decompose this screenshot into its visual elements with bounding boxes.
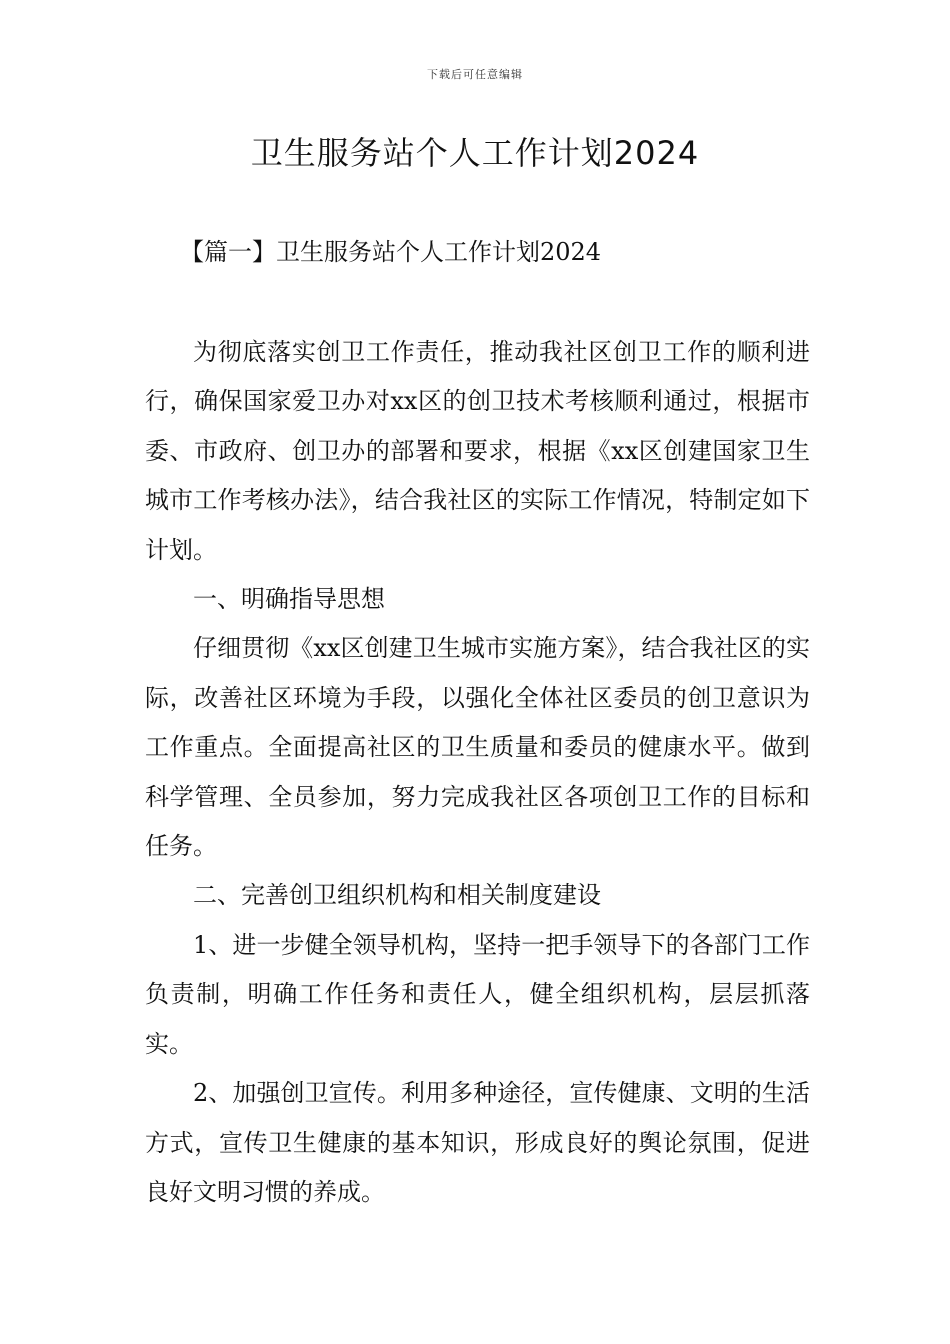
- paragraph-item-2: 2、加强创卫宣传。利用多种途径，宣传健康、文明的生活方式，宣传卫生健康的基本知识，形成良好的舆论氛围，促进良好文明习惯的养成。: [145, 1079, 810, 1206]
- heading-guiding-thought: 一、明确指导思想: [193, 585, 385, 614]
- document-body: [145, 328, 810, 1217]
- header-note: 下载后可任意编辑: [427, 68, 523, 81]
- document-title: 卫生服务站个人工作计划2024: [250, 134, 700, 172]
- section-heading: 【篇一】卫生服务站个人工作计划2024: [180, 238, 602, 266]
- paragraph-guiding-thought: 仔细贯彻《xx区创建卫生城市实施方案》，结合我社区的实际，改善社区环境为手段，以强化全体社区委员的创卫意识为工作重点。全面提高社区的卫生质量和委员的健康水平。做到科学管理、全员参加，努力完成我社区各项创卫工作的目标和任务。: [145, 634, 810, 861]
- paragraph-item-1: 1、进一步健全领导机构，坚持一把手领导下的各部门工作负责制，明确工作任务和责任人，健全组织机构，层层抓落实。: [145, 930, 810, 1058]
- heading-organization: 二、完善创卫组织机构和相关制度建设: [193, 881, 601, 910]
- paragraph-intro: 为彻底落实创卫工作责任，推动我社区创卫工作的顺利进行，确保国家爱卫办对xx区的创卫技术考核顺利通过，根据市委、市政府、创卫办的部署和要求，根据《xx区创建国家卫生城市工作考核办法》，结合我社区的实际工作情况，特制定如下计划。: [145, 338, 810, 564]
